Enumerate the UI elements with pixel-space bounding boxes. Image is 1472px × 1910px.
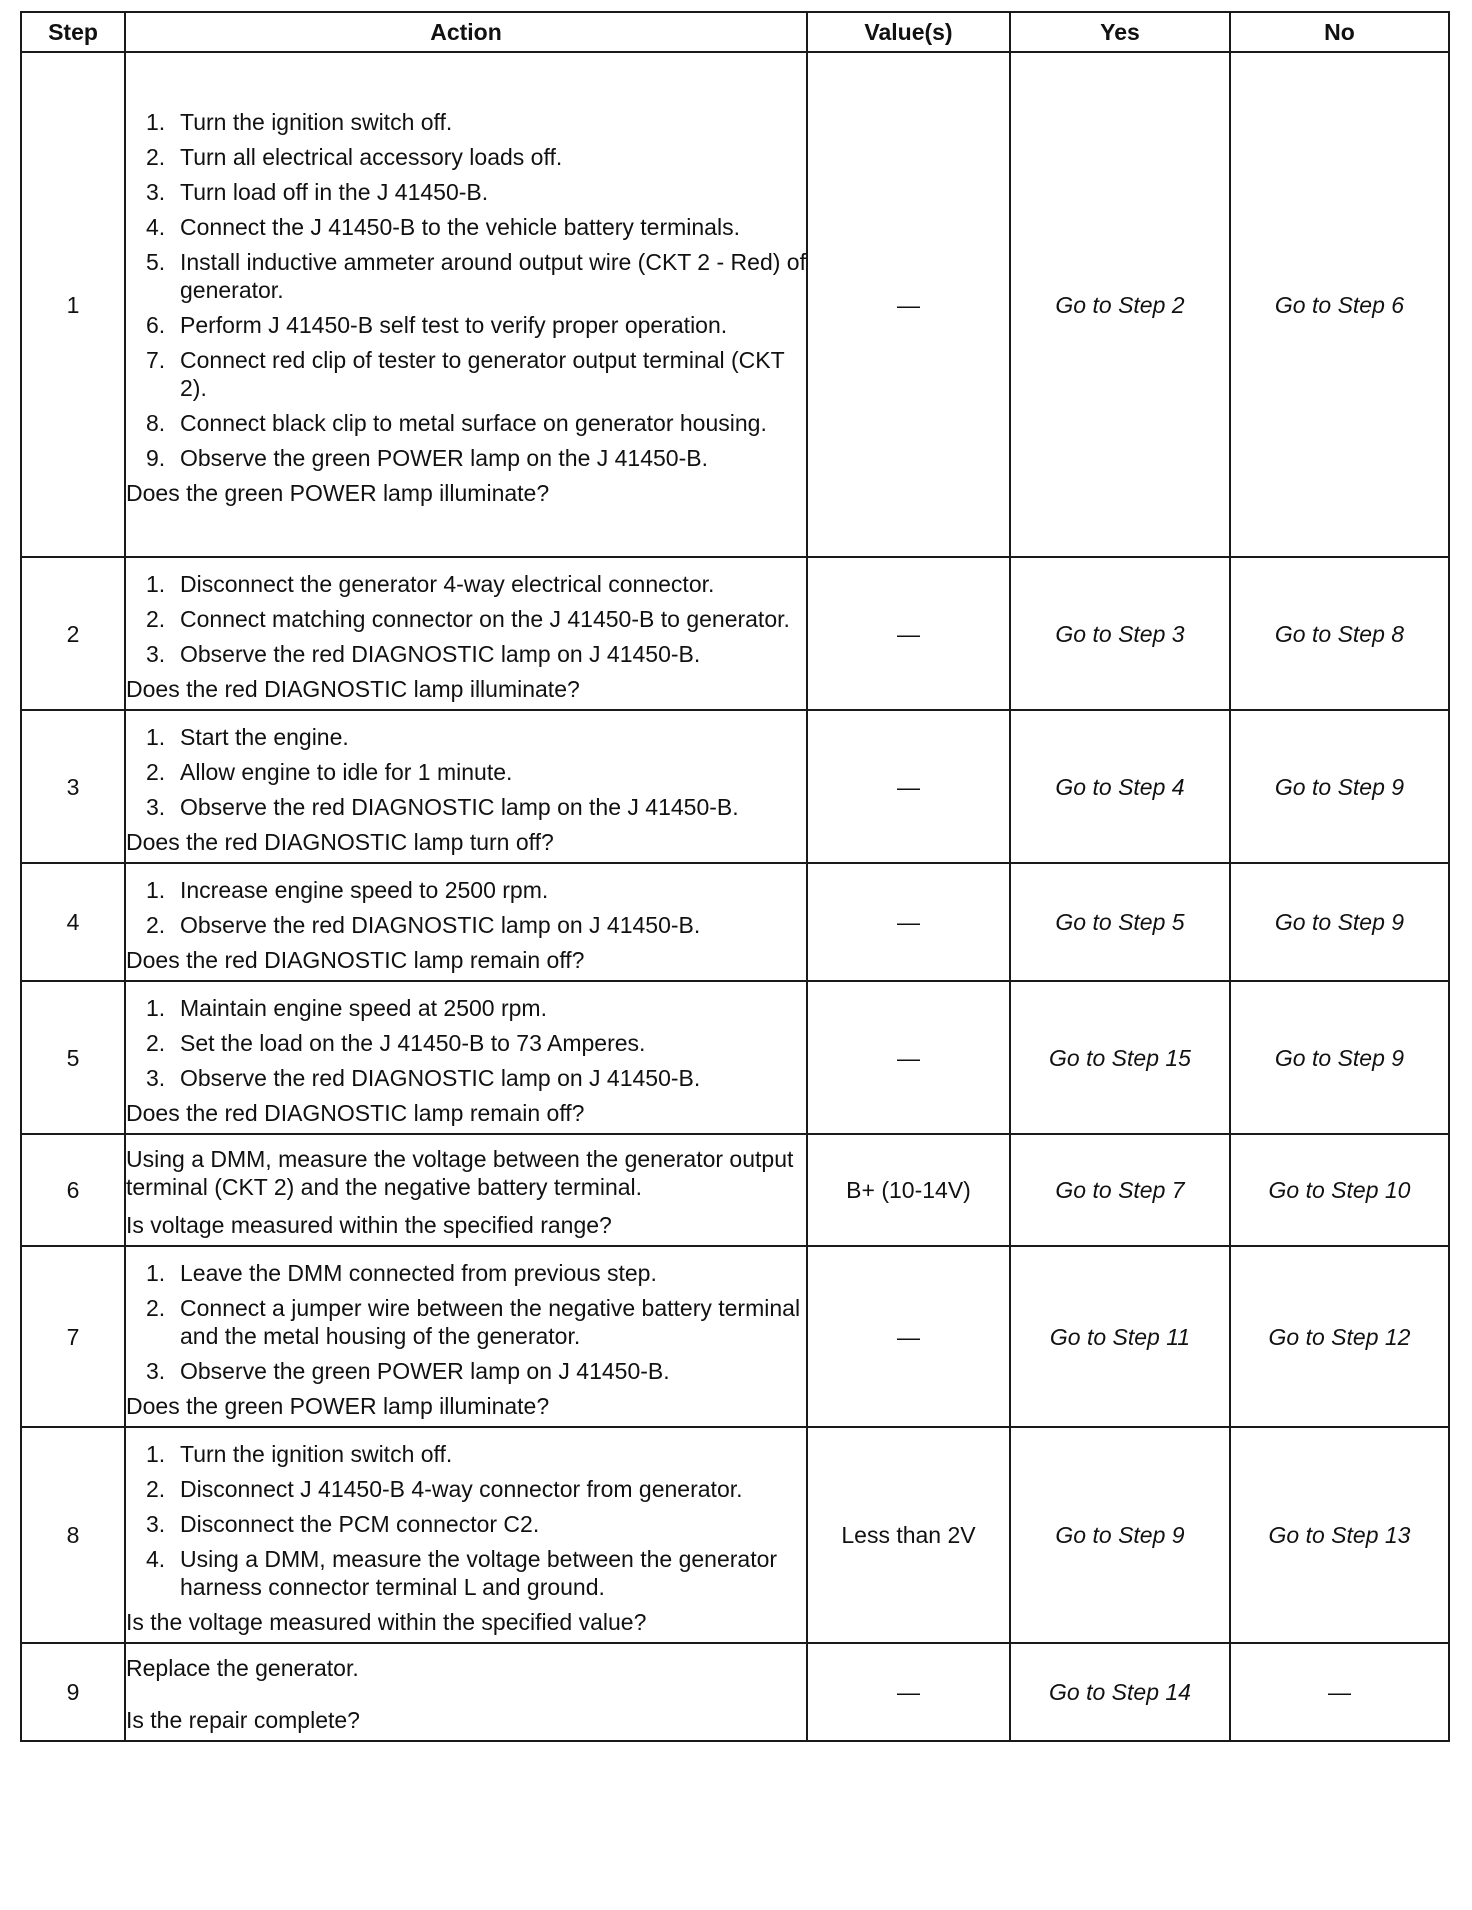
list-item [146, 1294, 806, 1350]
header-yes: Yes [1010, 12, 1230, 52]
list-item [146, 143, 806, 171]
yes-cell: Go to Step 15 [1010, 981, 1230, 1134]
list-item-number: 2. [146, 144, 166, 170]
list-item [146, 108, 806, 136]
table-row [21, 557, 1449, 710]
list-item-number: 2. [146, 1030, 166, 1056]
list-item [146, 911, 806, 939]
header-row [21, 12, 1449, 52]
action-question: Is the voltage measured within the specified value? [126, 1609, 647, 1635]
list-item-text: Observe the green POWER lamp on J 41450-B. [180, 1358, 670, 1384]
header-no: No [1230, 12, 1449, 52]
action-paragraph: Replace the generator. [126, 1655, 359, 1681]
yes-cell: Go to Step 2 [1010, 52, 1230, 557]
yes-cell: Go to Step 4 [1010, 710, 1230, 863]
action-cell [125, 1427, 807, 1643]
list-item [146, 640, 806, 668]
list-item-text: Turn the ignition switch off. [180, 109, 453, 135]
action-cell [125, 557, 807, 710]
value-cell: Less than 2V [807, 1427, 1010, 1643]
table-row [21, 710, 1449, 863]
list-item [146, 178, 806, 206]
list-item-number: 2. [146, 912, 166, 938]
list-item [146, 570, 806, 598]
step-number: 9 [21, 1643, 125, 1741]
list-item-text: Leave the DMM connected from previous step. [180, 1260, 657, 1286]
list-item-number: 1. [146, 877, 166, 903]
step-number: 7 [21, 1246, 125, 1427]
table-row [21, 863, 1449, 981]
table-row [21, 1246, 1449, 1427]
action-cell [125, 52, 807, 557]
list-item-number: 4. [146, 1546, 166, 1572]
list-item-text: Disconnect the generator 4-way electrical connector. [180, 571, 715, 597]
action-question: Does the red DIAGNOSTIC lamp illuminate? [126, 676, 580, 702]
list-item-number: 2. [146, 759, 166, 785]
header-step: Step [21, 12, 125, 52]
action-cell [125, 710, 807, 863]
step-number: 8 [21, 1427, 125, 1643]
no-cell: Go to Step 8 [1230, 557, 1449, 710]
value-cell: — [807, 863, 1010, 981]
list-item-number: 6. [146, 312, 166, 338]
action-list [126, 1259, 806, 1385]
list-item [146, 1510, 806, 1538]
action-question: Does the red DIAGNOSTIC lamp turn off? [126, 829, 554, 855]
list-item [146, 1029, 806, 1057]
header-values: Value(s) [807, 12, 1010, 52]
list-item-number: 1. [146, 995, 166, 1021]
value-cell: — [807, 981, 1010, 1134]
list-item-number: 1. [146, 724, 166, 750]
value-cell: B+ (10-14V) [807, 1134, 1010, 1246]
no-cell: Go to Step 10 [1230, 1134, 1449, 1246]
diagnostic-table [20, 11, 1450, 1742]
list-item [146, 1259, 806, 1287]
yes-cell: Go to Step 11 [1010, 1246, 1230, 1427]
step-number: 3 [21, 710, 125, 863]
list-item-text: Connect a jumper wire between the negative battery terminal and the metal housing of the generator. [180, 1295, 801, 1349]
no-cell: Go to Step 9 [1230, 863, 1449, 981]
list-item [146, 1440, 806, 1468]
list-item-number: 2. [146, 1295, 166, 1321]
list-item [146, 793, 806, 821]
list-item-text: Install inductive ammeter around output wire (CKT 2 - Red) of generator. [180, 249, 806, 303]
list-item-number: 3. [146, 794, 166, 820]
yes-cell: Go to Step 7 [1010, 1134, 1230, 1246]
value-cell: — [807, 52, 1010, 557]
action-list [126, 876, 806, 939]
list-item-number: 9. [146, 445, 166, 471]
action-list [126, 723, 806, 821]
value-cell: — [807, 1643, 1010, 1741]
list-item-text: Allow engine to idle for 1 minute. [180, 759, 513, 785]
action-question: Does the red DIAGNOSTIC lamp remain off? [126, 1100, 585, 1126]
list-item-text: Connect matching connector on the J 41450-B to generator. [180, 606, 790, 632]
list-item-number: 5. [146, 249, 166, 275]
list-item [146, 409, 806, 437]
list-item-number: 7. [146, 347, 166, 373]
list-item-number: 2. [146, 1476, 166, 1502]
list-item-text: Connect red clip of tester to generator output terminal (CKT 2). [180, 347, 785, 401]
list-item [146, 1357, 806, 1385]
no-cell: Go to Step 6 [1230, 52, 1449, 557]
list-item-number: 3. [146, 1065, 166, 1091]
list-item-number: 3. [146, 1511, 166, 1537]
list-item-number: 8. [146, 410, 166, 436]
list-item-number: 1. [146, 109, 166, 135]
step-number: 1 [21, 52, 125, 557]
list-item [146, 876, 806, 904]
yes-cell: Go to Step 5 [1010, 863, 1230, 981]
list-item [146, 346, 806, 402]
value-cell: — [807, 1246, 1010, 1427]
list-item-number: 2. [146, 606, 166, 632]
list-item-text: Increase engine speed to 2500 rpm. [180, 877, 549, 903]
list-item-text: Turn load off in the J 41450-B. [180, 179, 489, 205]
list-item-text: Turn all electrical accessory loads off. [180, 144, 563, 170]
list-item [146, 605, 806, 633]
step-number: 5 [21, 981, 125, 1134]
value-cell: — [807, 557, 1010, 710]
list-item-text: Disconnect the PCM connector C2. [180, 1511, 540, 1537]
table-row [21, 981, 1449, 1134]
action-question: Is voltage measured within the specified range? [126, 1212, 612, 1238]
action-list [126, 1440, 806, 1601]
list-item [146, 311, 806, 339]
list-item-number: 1. [146, 1260, 166, 1286]
no-cell: Go to Step 13 [1230, 1427, 1449, 1643]
action-question: Is the repair complete? [126, 1707, 360, 1733]
action-cell [125, 981, 807, 1134]
list-item-number: 1. [146, 1441, 166, 1467]
action-cell [125, 1246, 807, 1427]
step-number: 4 [21, 863, 125, 981]
list-item-text: Start the engine. [180, 724, 349, 750]
action-list [126, 108, 806, 472]
yes-cell: Go to Step 14 [1010, 1643, 1230, 1741]
list-item-text: Maintain engine speed at 2500 rpm. [180, 995, 547, 1021]
list-item [146, 758, 806, 786]
list-item-text: Connect black clip to metal surface on generator housing. [180, 410, 767, 436]
action-cell [125, 1643, 807, 1741]
list-item [146, 723, 806, 751]
no-cell: Go to Step 9 [1230, 981, 1449, 1134]
no-cell: Go to Step 12 [1230, 1246, 1449, 1427]
list-item-text: Disconnect J 41450-B 4-way connector from generator. [180, 1476, 743, 1502]
list-item-text: Turn the ignition switch off. [180, 1441, 453, 1467]
list-item-text: Connect the J 41450-B to the vehicle battery terminals. [180, 214, 740, 240]
table-row [21, 52, 1449, 557]
list-item-text: Using a DMM, measure the voltage between the generator harness connector terminal L and ground. [180, 1546, 778, 1600]
table-row [21, 1643, 1449, 1741]
header-action: Action [125, 12, 807, 52]
table-body [21, 52, 1449, 1741]
list-item-text: Perform J 41450-B self test to verify proper operation. [180, 312, 728, 338]
list-item-text: Set the load on the J 41450-B to 73 Amperes. [180, 1030, 646, 1056]
table-row [21, 1427, 1449, 1643]
list-item-text: Observe the red DIAGNOSTIC lamp on the J 41450-B. [180, 794, 739, 820]
action-list [126, 994, 806, 1092]
step-number: 6 [21, 1134, 125, 1246]
list-item [146, 248, 806, 304]
action-question: Does the green POWER lamp illuminate? [126, 1393, 550, 1419]
list-item [146, 1545, 806, 1601]
action-question: Does the red DIAGNOSTIC lamp remain off? [126, 947, 585, 973]
list-item-number: 3. [146, 179, 166, 205]
list-item [146, 213, 806, 241]
action-paragraph: Using a DMM, measure the voltage between the generator output terminal (CKT 2) and the negative battery terminal. [126, 1146, 794, 1200]
list-item-text: Observe the red DIAGNOSTIC lamp on J 41450-B. [180, 912, 701, 938]
list-item [146, 1064, 806, 1092]
value-cell: — [807, 710, 1010, 863]
yes-cell: Go to Step 3 [1010, 557, 1230, 710]
list-item-number: 4. [146, 214, 166, 240]
action-question: Does the green POWER lamp illuminate? [126, 480, 550, 506]
action-cell [125, 1134, 807, 1246]
list-item-number: 3. [146, 1358, 166, 1384]
list-item-number: 3. [146, 641, 166, 667]
no-cell: Go to Step 9 [1230, 710, 1449, 863]
table-row [21, 1134, 1449, 1246]
yes-cell: Go to Step 9 [1010, 1427, 1230, 1643]
action-cell [125, 863, 807, 981]
list-item-text: Observe the green POWER lamp on the J 41450-B. [180, 445, 708, 471]
list-item [146, 994, 806, 1022]
action-list [126, 570, 806, 668]
list-item [146, 1475, 806, 1503]
list-item-text: Observe the red DIAGNOSTIC lamp on J 41450-B. [180, 641, 701, 667]
list-item [146, 444, 806, 472]
no-cell: — [1230, 1643, 1449, 1741]
list-item-number: 1. [146, 571, 166, 597]
list-item-text: Observe the red DIAGNOSTIC lamp on J 41450-B. [180, 1065, 701, 1091]
step-number: 2 [21, 557, 125, 710]
